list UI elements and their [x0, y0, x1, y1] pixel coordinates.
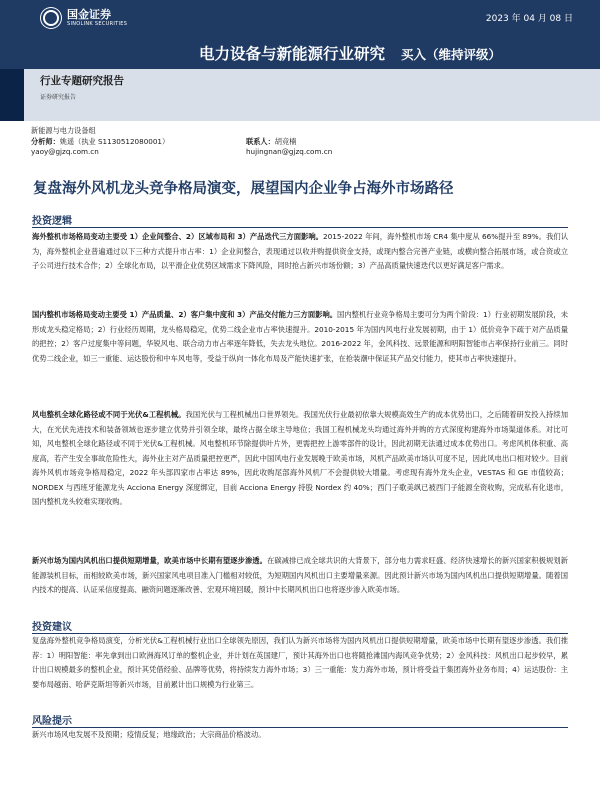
paragraph-3 [32, 408, 568, 510]
analyst-email[interactable]: yaoy@gjzq.com.cn [31, 147, 99, 156]
header-accent-bar [0, 69, 24, 121]
contact-label: 联系人： [246, 136, 275, 146]
paragraph-2 [32, 308, 568, 366]
contact-email[interactable]: hujingnan@gjzq.com.cn [246, 147, 333, 156]
author-block [31, 126, 571, 158]
logo-icon [40, 7, 62, 29]
section-divider [32, 227, 568, 228]
paragraph-4 [32, 554, 568, 598]
contact-name: 胡竞楠 [274, 136, 297, 146]
report-header [0, 0, 600, 121]
section-heading-logic: 投资逻辑 [32, 216, 72, 227]
report-subtype: 证券研究报告 [40, 94, 77, 101]
paragraph-4-lead: 新兴市场为国内风机出口提供短期增量，欧美市场中长期有望逐步渗透。 [32, 556, 267, 565]
main-title: 复盘海外风机龙头竞争格局演变，展望国内企业争占海外市场路径 [33, 181, 454, 197]
paragraph-1 [32, 230, 568, 274]
paragraph-1-body: 2015-2022 年间，海外整机市场 CR4 集中度从 66%提升至 89%。我们认为，海外整机企业普遍通过以下三种方式提升市占率：1）企业间整合，表现通过以收并购提供资金支持，或现内整合完善产业链，或横向整合拓展市场，或合资或立子公司进行技术合作；2）全球化布局，以平滑企业优势区域需求下降风险，同时抢占新兴市场份额；3）产品高质量快速迭代以更好满足客户需求。 [32, 232, 568, 270]
company-logo [40, 7, 127, 29]
logo-text-cn: 国金证券 [67, 8, 111, 21]
section-heading-risk: 风险提示 [32, 716, 72, 727]
paragraph-3-lead: 风电整机全球化路径或不同于光伏&工程机械。 [32, 410, 186, 419]
report-date: 2023 年 04 月 08 日 [485, 14, 573, 24]
paragraph-3-body: 我国光伏与工程机械出口世界领先。我国光伏行业最初依靠大规模高效生产的成本优势出口，之后随着研发投入持续加大，在光伏先进技术和装备领域也逐步建立优势并引领全球，最终占据全球主导地位；我国工程机械龙头均通过海外并购的方式深度构建海外市场渠道体系。对比可知，风电整机全球化路径或不同于光伏&工程机械。风电整机环节除提供叶片外，更需把控上游零部件的设计，因此初期无法通过成本优势出口。考虑风机体积重、高度高，若产生安全事故危险性大，海外业主对产品质量把控更严，因此中国风电行业发展晚于欧美市场，风机产品欧美市场认可度不足，因此风电出口相对较少。目前海外风机市场竞争格局稳定，2022 年头部四家市占率达 89%，因此收购尾部海外风机厂不会提供较大增量。考虑现有海外龙头企业，VESTAS 和 GE 市值较高；NORDEX 与西班牙能源龙头 Acciona Energy 深度绑定，目前 Acciona Energy 持股 Nordex 约 40%；西门子歌美飒已被西门子能源全资收购，完成私有化退市，国内整机龙头较难实现收购。 [32, 410, 568, 506]
report-title: 电力设备与新能源行业研究 [199, 45, 386, 63]
paragraph-2-body: 国内整机行业竞争格局主要可分为两个阶段：1）行业初期发展阶段，未形成龙头稳定格局；2）行业经历周期，龙头格局稳定，优势二线企业市占率快速提升。2010-2015 年为国内风电行业发展初期，由于 1）低价竞争下疏于对产品质量的把控；2）客户过度集中等问题，华锐风电、联合动力市占率逐年降低，失去龙头地位。2016-2022 年，金风科技、远景能源和明阳智能市占率保持行业前三。同时优势二线企业，如三一重能、运达股份和中车风电等，受益于纵向一体化布局及产能快速扩张，在抢装潮中保证其产品交付能力，使其市占率快速提升。 [32, 310, 568, 363]
paragraph-6: 新兴市场风电发展不及预期；疫情反复；地缘政治；大宗商品价格波动。 [32, 730, 266, 739]
research-group: 新能源与电力设备组 [31, 126, 96, 135]
section-heading-advice: 投资建议 [32, 622, 72, 633]
logo-text-en: SINOLINK SECURITIES [67, 21, 128, 27]
analyst-name: 姚遥（执业 S1130512080001） [59, 136, 170, 146]
paragraph-1-lead: 海外整机市场格局变动主要受 1）企业间整合、2）区域布局和 3）产品迭代三方面影响。 [32, 232, 323, 241]
paragraph-2-lead: 国内整机市场格局变动主要受 1）产品质量、2）客户集中度和 3）产品交付能力三方面影响。 [32, 310, 338, 319]
rating-badge: 买入（维持评级） [401, 47, 502, 62]
report-type: 行业专题研究报告 [40, 75, 124, 87]
paragraph-5: 复盘海外整机竞争格局演变，分析光伏&工程机械行业出口全球领先原因，我们认为新兴市场将为国内风机出口提供短期增量，欧美市场中长期有望逐步渗透。我们推荐：1）明阳智能：率先拿到出口欧洲海风订单的整机企业，并计划在英国建厂，预计其海外出口也将随抢滩国内海风竞争优势；2）金风科技：风机出口起步较早，累计出口规模最多的整机企业，预计其凭借经验、品牌等优势，将持续发力海外市场；3）三一重能：发力海外市场，预计将受益于集团海外业务布局；4）运达股份：主要布局越南、哈萨克斯坦等新兴市场，目前累计出口规模为行业第三。 [32, 636, 568, 689]
analyst-label: 分析师： [31, 136, 60, 146]
paragraph-4-body: 在碳减排已成全球共识的大背景下，部分电力需求旺盛、经济快速增长的新兴国家积极规划新能源装机目标，而相较欧美市场，新兴国家风电项目准入门槛相对较低，为短期国内风机出口主要增量来源。因此预计新兴市场为国内风机出口提供短期增量。随着国内技术的提高、认证采信度提高、融资问题逐渐改善、宏观环境回暖，预计中长期风机出口也将逐步渗入欧美市场。 [32, 556, 569, 594]
